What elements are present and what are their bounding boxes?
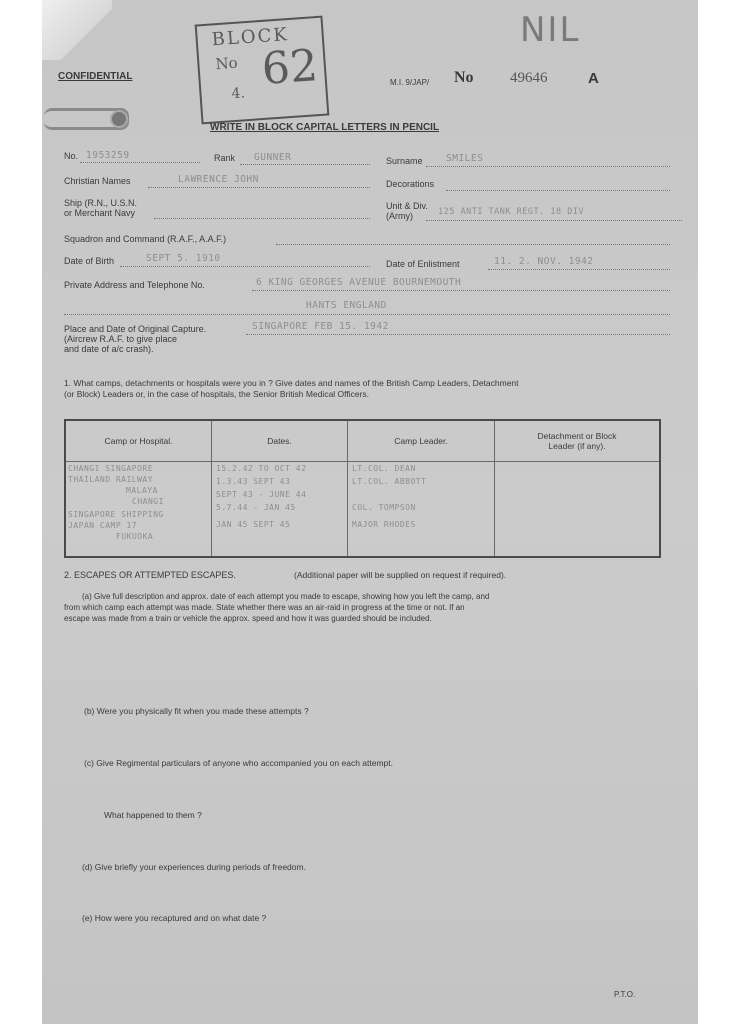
- nil-annotation: NIL: [520, 10, 581, 50]
- squadron-label: Squadron and Command (R.A.F., A.A.F.): [64, 234, 227, 244]
- question-2a-line-1: (a) Give full description and approx. date of each attempt you made to escape, showing how you left the camp, and: [82, 592, 490, 601]
- question-1-line-1: 1. What camps, detachments or hospitals were you in ? Give dates and names of the British Camp Leaders, Detachment: [64, 378, 519, 388]
- question-2a-line-2: from which camp each attempt was made. State whether there was an air-raid in progress at the time or not. If an: [64, 603, 465, 612]
- date-line: 1.3.43 SEPT 43: [216, 477, 291, 486]
- form-number: 49646: [510, 70, 548, 86]
- address-value-1: 6 KING GEORGES AVENUE BOURNEMOUTH: [256, 277, 462, 288]
- document-page: [42, 0, 698, 1024]
- camp-line: CHANGI SINGAPORE: [68, 464, 154, 473]
- question-2e: (e) How were you recaptured and on what date ?: [82, 913, 267, 923]
- unit-label-1: Unit & Div.: [386, 201, 428, 211]
- date-line: 15.2.42 TO OCT 42: [216, 464, 307, 473]
- col-leader-header: Camp Leader.: [348, 420, 495, 462]
- no-label: No.: [64, 151, 79, 161]
- leader-line: LT.COL. ABBOTT: [352, 477, 427, 486]
- detachment-cell: [495, 462, 659, 556]
- ship-label-2: or Merchant Navy: [64, 208, 136, 218]
- camp-line: FUKUOKA: [116, 532, 154, 541]
- stamp-line-1: BLOCK: [211, 24, 290, 51]
- form-no-label: No: [454, 69, 474, 86]
- leader-line: MAJOR RHODES: [352, 520, 416, 529]
- christian-names-label: Christian Names: [64, 176, 131, 186]
- date-line: SEPT 43 - JUNE 44: [216, 490, 307, 499]
- camp-line: MALAYA: [126, 486, 158, 495]
- form-ref: M.I. 9/JAP/: [390, 78, 430, 87]
- instruction-heading: WRITE IN BLOCK CAPITAL LETTERS IN PENCIL: [210, 122, 440, 133]
- date-line: JAN 45 SEPT 45: [216, 520, 291, 529]
- camps-table: [64, 419, 661, 558]
- question-2d: (d) Give briefly your experiences during periods of freedom.: [82, 862, 306, 872]
- question-2c: (c) Give Regimental particulars of anyone who accompanied you on each attempt.: [84, 758, 393, 768]
- ship-label-1: Ship (R.N., U.S.N.: [64, 198, 138, 208]
- address-label: Private Address and Telephone No.: [64, 280, 205, 290]
- stamp-line-4: 62: [260, 40, 320, 95]
- dob-label: Date of Birth: [64, 256, 115, 266]
- binder-rivet: [110, 110, 128, 128]
- camp-line: JAPAN CAMP 17: [68, 521, 138, 530]
- capture-label-3: and date of a/c crash).: [64, 344, 154, 354]
- table-header-row: [65, 420, 660, 462]
- rank-value: GUNNER: [254, 152, 292, 163]
- enlistment-value: 11. 2. NOV. 1942: [494, 256, 594, 267]
- capture-value: SINGAPORE FEB 15. 1942: [252, 321, 389, 332]
- col-dates-header: Dates.: [212, 420, 348, 462]
- form-suffix: A: [588, 70, 599, 87]
- stamp-line-3: 4.: [231, 85, 246, 103]
- date-line: 5.7.44 - JAN 45: [216, 503, 296, 512]
- stamp-line-2: No: [214, 53, 239, 74]
- enlistment-label: Date of Enlistment: [386, 259, 460, 269]
- col-detachment-header: Detachment or Block Leader (if any).: [495, 420, 661, 462]
- question-2c-sub: What happened to them ?: [104, 810, 202, 820]
- leader-line: COL. TOMPSON: [352, 503, 416, 512]
- address-value-2: HANTS ENGLAND: [306, 300, 387, 311]
- question-1-line-2: (or Block) Leaders or, in the case of hospitals, the Senior British Medical Officers.: [64, 389, 370, 399]
- no-value: 1953259: [86, 150, 130, 161]
- capture-label-2: (Aircrew R.A.F. to give place: [64, 334, 178, 344]
- surname-value: SMILES: [446, 153, 484, 164]
- camp-line: SINGAPORE SHIPPING: [68, 510, 164, 519]
- question-2-heading: 2. ESCAPES OR ATTEMPTED ESCAPES.: [64, 570, 236, 580]
- confidential-label: CONFIDENTIAL: [58, 71, 133, 82]
- surname-label: Surname: [386, 156, 423, 166]
- question-2-note: (Additional paper will be supplied on request if required).: [294, 570, 507, 580]
- unit-label-2: (Army): [386, 211, 413, 221]
- block-stamp: [195, 16, 330, 125]
- table-row: [65, 462, 660, 558]
- question-2b: (b) Were you physically fit when you made these attempts ?: [84, 706, 309, 716]
- rank-label: Rank: [214, 153, 236, 163]
- pto-label: P.T.O.: [614, 990, 636, 999]
- col-camp-header: Camp or Hospital.: [65, 420, 212, 462]
- capture-label-1: Place and Date of Original Capture.: [64, 324, 207, 334]
- leader-line: LT.COL. DEAN: [352, 464, 416, 473]
- dob-value: SEPT 5. 1910: [146, 253, 221, 264]
- question-2a-line-3: escape was made from a train or vehicle the approx. speed and how it was guarded should be included.: [64, 614, 432, 623]
- decorations-label: Decorations: [386, 179, 435, 189]
- camp-line: CHANGI: [132, 497, 164, 506]
- camp-line: THAILAND RAILWAY: [68, 475, 154, 484]
- christian-names-value: LAWRENCE JOHN: [178, 174, 259, 185]
- folded-corner: [42, 0, 112, 60]
- unit-value: 125 ANTI TANK REGT. 18 DIV: [438, 207, 585, 217]
